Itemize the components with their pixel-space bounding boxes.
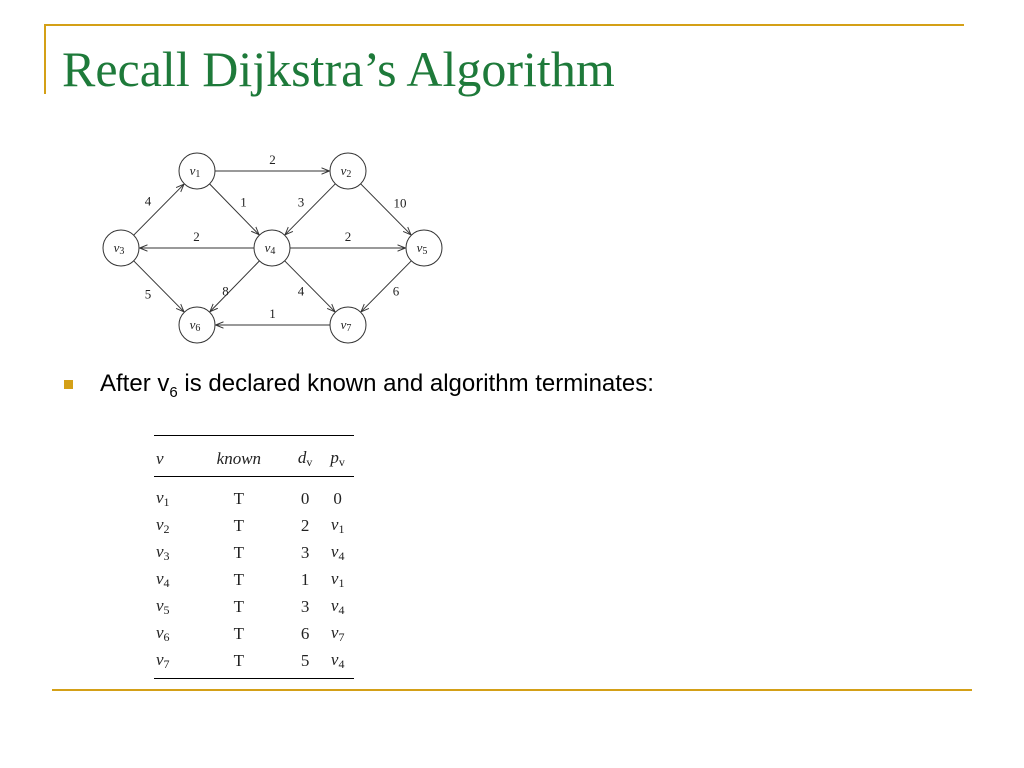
cell-known: T <box>233 596 245 616</box>
cell-distance: 6 <box>300 623 310 643</box>
table-header-row <box>154 436 354 477</box>
cell-vertex: v4 <box>156 568 170 590</box>
dijkstra-table <box>154 435 354 679</box>
frame-top-rule <box>44 24 964 26</box>
table-row <box>154 593 354 620</box>
bullet-subscript: 6 <box>169 383 178 401</box>
cell-path: v4 <box>330 649 345 671</box>
cell-vertex: v3 <box>156 541 170 563</box>
edge-weight-v3-v1: 4 <box>144 193 152 209</box>
slide-title: Recall Dijkstra’s Algorithm <box>62 41 615 97</box>
cell-vertex: v2 <box>156 514 170 536</box>
cell-vertex: v7 <box>156 649 170 671</box>
edge-weight-v4-v7: 4 <box>297 283 305 299</box>
edge-weight-v5-v7: 6 <box>392 283 400 299</box>
table-row <box>154 620 354 647</box>
cell-known: T <box>233 488 245 508</box>
cell-distance: 3 <box>300 596 310 616</box>
table-row <box>154 539 354 566</box>
node-v2 <box>330 153 366 189</box>
edge-v1-v4 <box>210 184 260 235</box>
node-v7 <box>330 307 366 343</box>
cell-vertex: v6 <box>156 622 170 644</box>
node-label-v7: v7 <box>340 317 352 334</box>
edge-weight-v1-v4: 1 <box>240 194 247 210</box>
cell-distance: 5 <box>300 650 310 670</box>
node-v3 <box>103 230 139 266</box>
edge-weight-v7-v6: 1 <box>269 306 276 321</box>
cell-known: T <box>233 515 245 535</box>
edge-weight-v2-v4: 3 <box>297 194 305 210</box>
table-row <box>154 647 354 679</box>
header-dv: dv <box>297 448 313 469</box>
edge-v2-v4 <box>285 184 335 235</box>
cell-distance: 3 <box>300 542 310 562</box>
cell-known: T <box>233 569 245 589</box>
edge-weight-v2-v5: 10 <box>393 195 407 211</box>
node-label-v4: v4 <box>264 240 276 257</box>
edge-v3-v6 <box>134 261 184 312</box>
cell-vertex: v5 <box>156 595 170 617</box>
cell-distance: 2 <box>300 515 310 535</box>
node-v5 <box>406 230 442 266</box>
node-v6 <box>179 307 215 343</box>
graph-diagram <box>95 140 455 355</box>
cell-path: 0 <box>333 488 342 508</box>
bullet-suffix: is declared known and algorithm terminates: <box>177 370 654 397</box>
edge-weight-v4-v3: 2 <box>193 229 200 244</box>
cell-known: T <box>233 623 245 643</box>
node-v1 <box>179 153 215 189</box>
edge-weight-v3-v6: 5 <box>144 286 152 302</box>
edge-v4-v6 <box>210 261 260 312</box>
edge-weight-v4-v5: 2 <box>344 229 352 244</box>
frame-left-rule <box>44 24 46 94</box>
node-label-v3: v3 <box>113 240 125 257</box>
node-label-v6: v6 <box>189 317 201 334</box>
table-row <box>154 477 354 513</box>
cell-vertex: v1 <box>156 487 170 509</box>
edge-weight-v1-v2: 2 <box>269 152 276 167</box>
edge-v5-v7 <box>361 261 411 312</box>
node-label-v5: v5 <box>416 240 428 257</box>
header-pv: pv <box>330 448 345 469</box>
table-row <box>154 566 354 593</box>
cell-distance: 0 <box>300 488 310 508</box>
bullet-marker <box>64 380 73 389</box>
cell-path: v4 <box>330 541 345 563</box>
cell-distance: 1 <box>300 569 310 589</box>
node-v4 <box>254 230 290 266</box>
cell-path: v1 <box>330 514 345 536</box>
frame-bottom-rule <box>52 689 972 691</box>
edge-v3-v1 <box>134 184 184 235</box>
header-known: known <box>216 449 262 468</box>
table-row <box>154 512 354 539</box>
cell-path: v1 <box>330 568 345 590</box>
edge-weight-v4-v6: 8 <box>222 283 229 299</box>
bullet-prefix: After v <box>100 370 170 397</box>
cell-path: v4 <box>330 595 345 617</box>
cell-known: T <box>233 650 245 670</box>
cell-known: T <box>233 542 245 562</box>
edge-v4-v7 <box>285 261 335 312</box>
header-v: v <box>156 449 164 468</box>
node-label-v2: v2 <box>340 163 352 180</box>
cell-path: v7 <box>330 622 345 644</box>
node-label-v1: v1 <box>189 163 201 180</box>
bullet-text <box>100 370 654 401</box>
